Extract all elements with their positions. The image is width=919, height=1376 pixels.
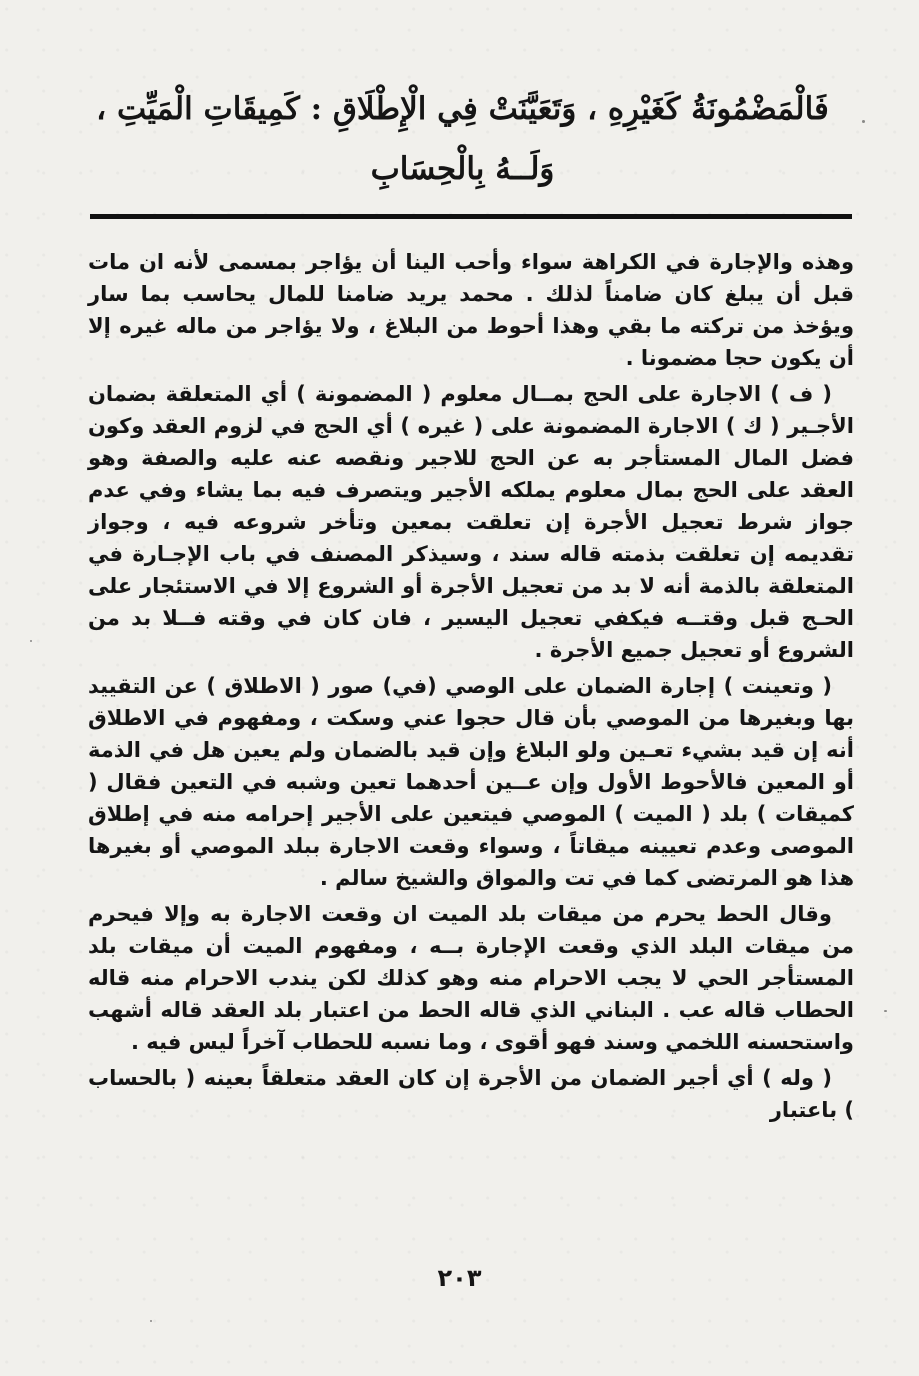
scan-speck [150, 1320, 152, 1322]
paragraph-2: ( ف ) الاجارة على الحج بمــال معلوم ( المضمونة ) أي المتعلقة بضمان الأجـير ( ك ) الاجارة المضمونة على ( غيره ) أي الحج في لزوم العقد وكون فضل المال المستأجر به عن الحج للاجير ونقصه عنه عليه والصفة وهو العقد على الحج بمال معلوم يملكه الأجير ويتصرف فيه بما يشاء وفي عدم جواز شرط تعجيل الأجرة إن تعلقت بمعين وتأخر شروعه فيه ، وجواز تقديمه إن تعلقت بذمته قاله سند ، وسيذكر المصنف في باب الإجـارة في المتعلقة بالذمة أنه لا بد من تعجيل الأجرة أو الشروع إلا في الاستئجار على الحـج قبل وقتــه فيكفي تعجيل اليسير ، فان كان في وقته فــلا بد من الشروع أو تعجيل جميع الأجرة . [88, 382, 854, 662]
paragraph-1: وهذه والإجارة في الكراهة سواء وأحب الينا أن يؤاجر بمسمى لأنه ان مات قبل أن يبلغ كان ضامناً لذلك . محمد يريد ضامنا للمال يحاسب بما سار ويؤخذ من تركته ما بقي وهذا أحوط من البلاغ ، ولا يؤاجر من ماله غيره إلا أن يكون حجا مضمونا . [88, 250, 854, 370]
commentary-text [88, 246, 854, 1130]
heading-divider [90, 214, 852, 219]
heading-line-1: فَالْمَضْمُونَةُ كَغَيْرِهِ ، وَتَعَيَّنَتْ فِي الْإِطْلَاقِ : كَمِيقَاتِ الْمَيِّتِ ، [96, 91, 829, 127]
paragraph-3: ( وتعينت ) إجارة الضمان على الوصي (في) صور ( الاطلاق ) عن التقييد بها وبغيرها من الموصي بأن قال حجوا عني وسكت ، ومفهوم في الاطلاق أنه إن قيد بشيء تعـين ولو البلاغ وإن قيد بالضمان ولم يعين هل في الذمة أو المعين فالأحوط الأول وإن عــين أحدهما تعين وشبه في التعين فقال ( كميقات ) بلد ( الميت ) الموصي فيتعين على الأجير إحرامه منه في إطلاق الموصى وعدم تعيينه ميقاتاً ، وسواء وقعت الاجارة ببلد الموصي أو بغيرها هذا هو المرتضى كما في تت والمواق والشيخ سالم . [88, 674, 854, 890]
scan-speck [30, 640, 32, 642]
paragraph-5: ( وله ) أي أجير الضمان من الأجرة إن كان العقد متعلقاً بعينه ( بالحساب ) باعتبار [88, 1066, 854, 1122]
paragraph-4: وقال الحط يحرم من ميقات بلد الميت ان وقعت الاجارة به وإلا فيحرم من ميقات البلد الذي وقعت الإجارة بــه ، ومفهوم الميت أن ميقات بلد المستأجر الحي لا يجب الاحرام منه وهو كذلك لكن يندب الاحرام منه قاله الحطاب قاله عب . البناني الذي قاله الحط من اعتبار بلد العقد قاله أشهب واستحسنه اللخمي وسند فهو أقوى ، وما نسبه للحطاب آخراً ليس فيه . [88, 902, 854, 1054]
page-number: ٢٠٣ [437, 1264, 482, 1292]
scan-speck [884, 1010, 887, 1012]
scan-speck [862, 120, 865, 123]
heading-line-2: وَلَــهُ بِالْحِسَابِ [370, 151, 555, 187]
chapter-heading [80, 86, 845, 192]
